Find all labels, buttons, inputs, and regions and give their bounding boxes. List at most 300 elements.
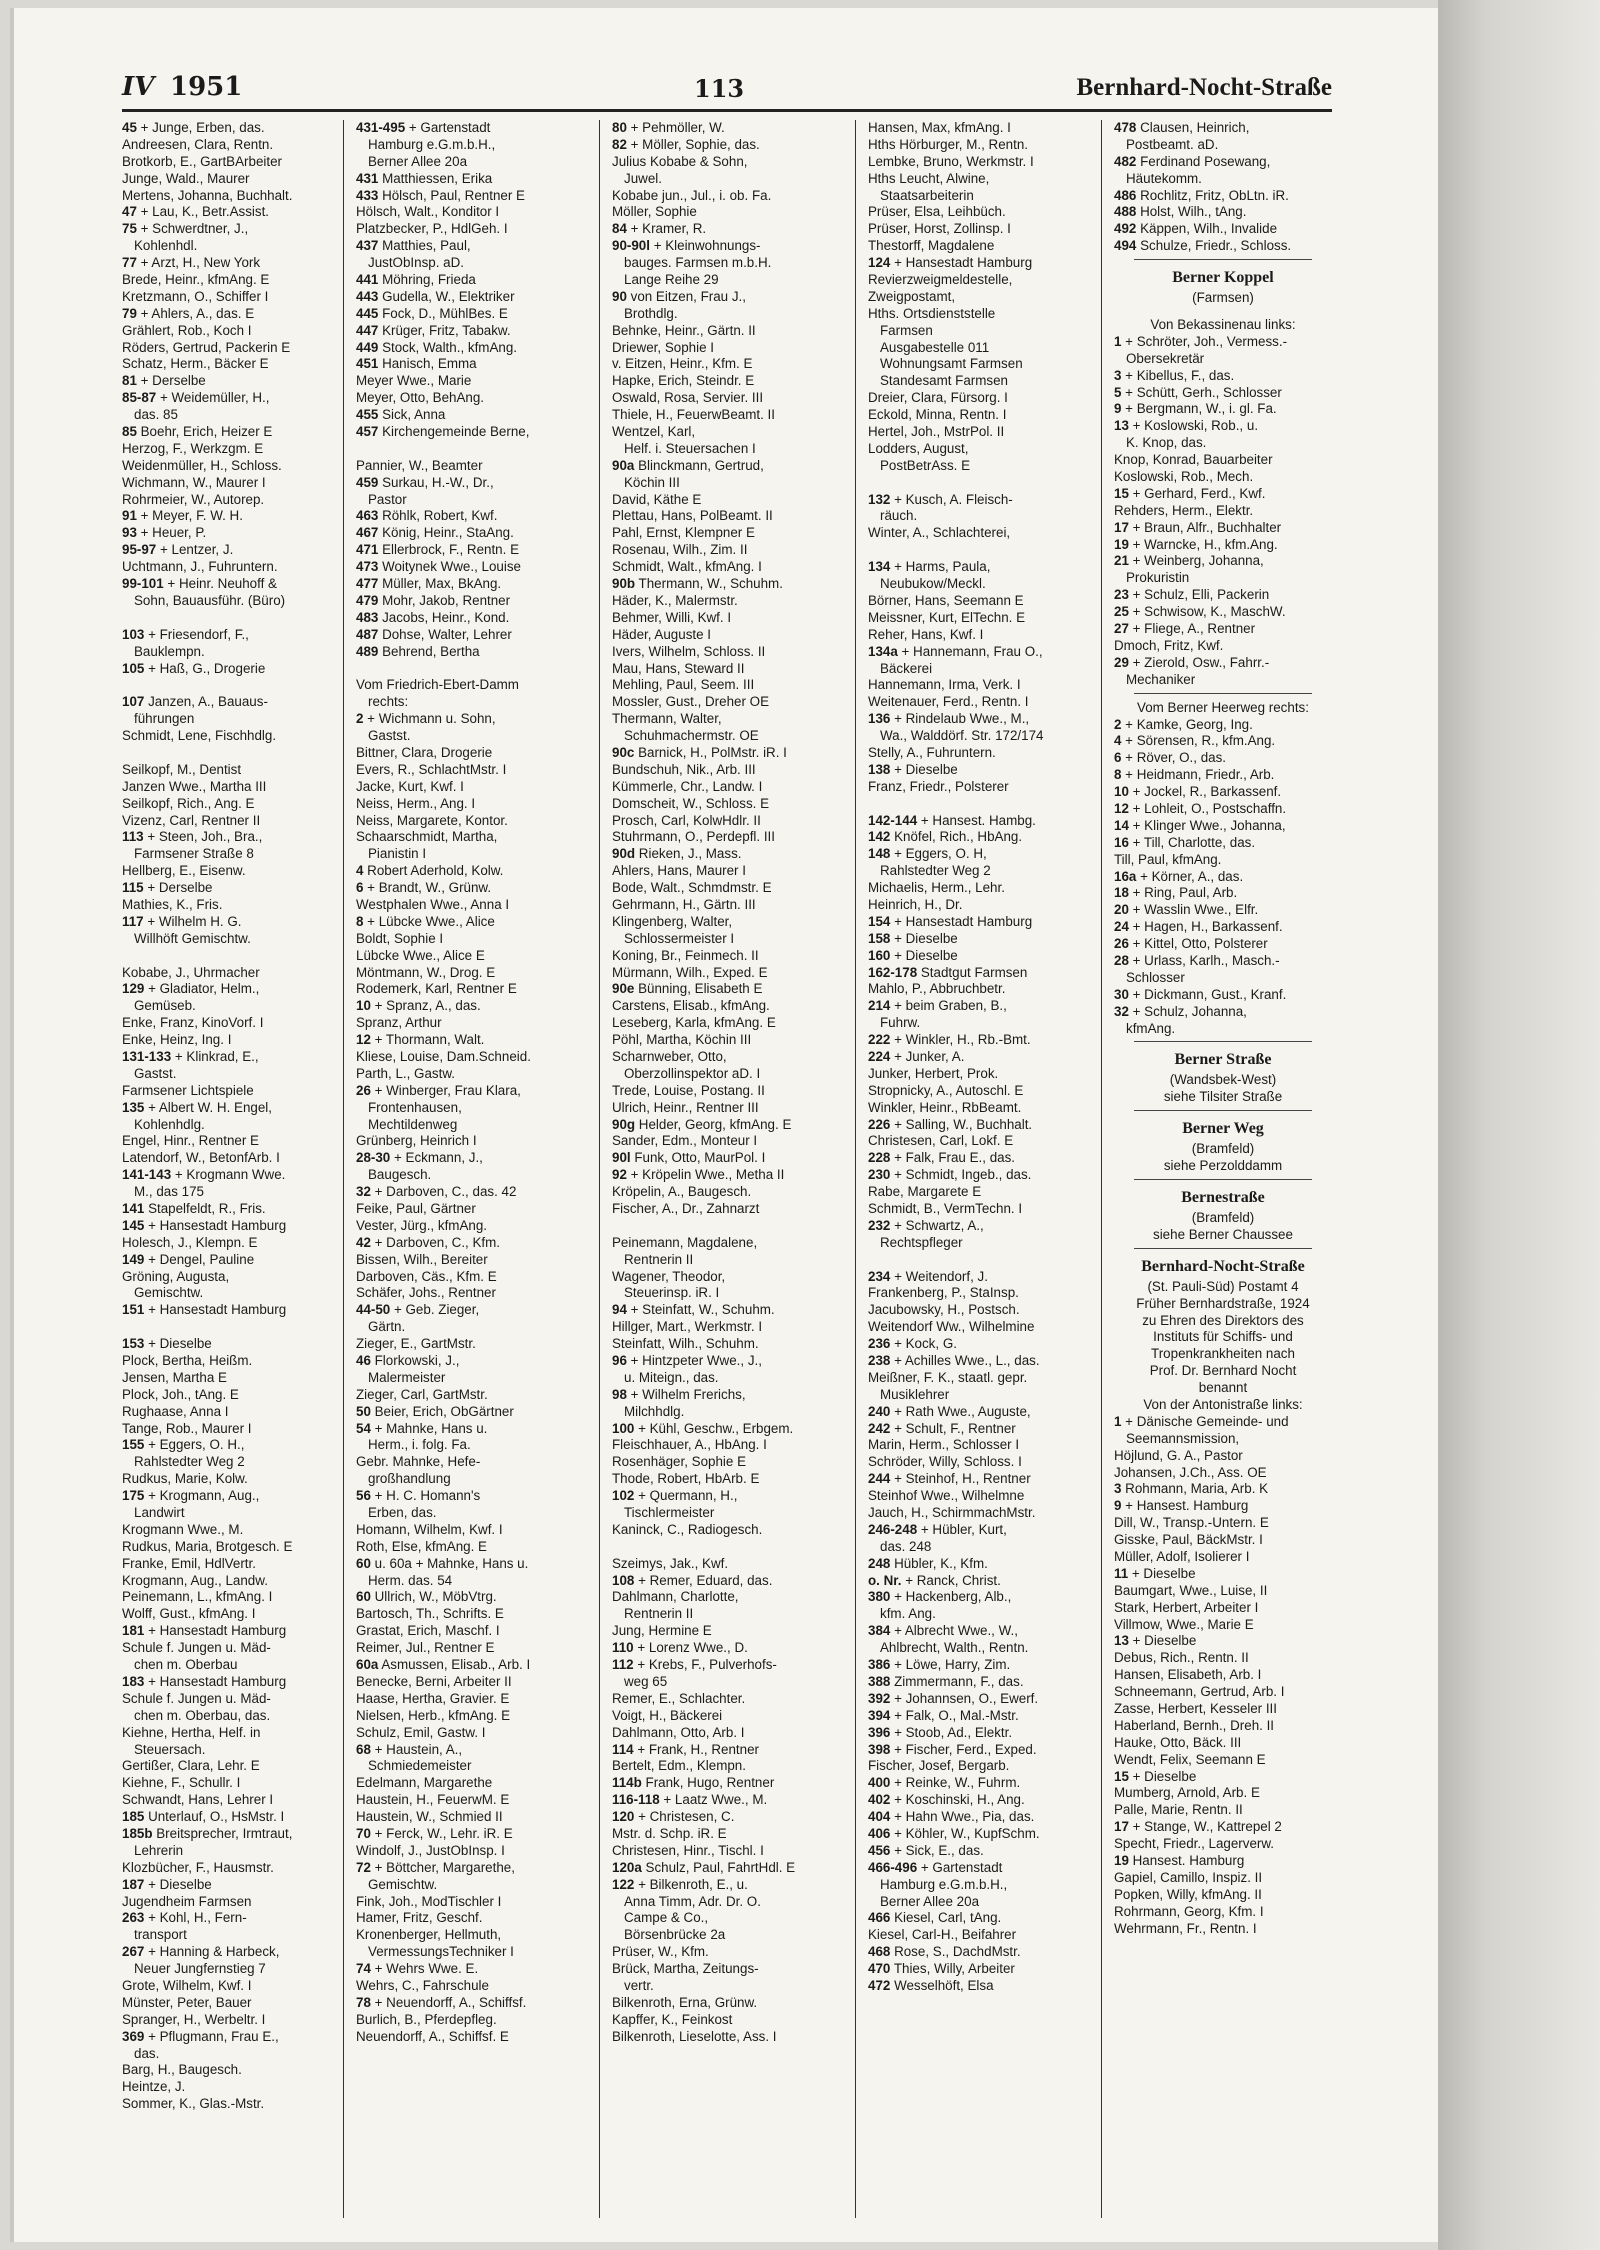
directory-entry: Schaarschmidt, Martha,: [356, 829, 498, 845]
directory-entry: Jacubowsky, H., Postsch.: [868, 1302, 1020, 1318]
directory-entry: 17 + Stange, W., Kattrepel 2: [1114, 1819, 1282, 1835]
district-berner-weg: (Bramfeld): [1191, 1141, 1255, 1157]
directory-entry: 19 Hansest. Hamburg: [1114, 1853, 1245, 1869]
directory-entry: 85 Boehr, Erich, Heizer E: [122, 424, 273, 440]
directory-entry: Wolff, Gust., kfmAng. I: [122, 1606, 256, 1622]
directory-entry: 492 Käppen, Wilh., Invalide: [1114, 221, 1278, 237]
directory-entry: o. Nr. + Ranck, Christ.: [868, 1572, 1001, 1588]
directory-entry: Ivers, Wilhelm, Schloss. II: [612, 643, 766, 659]
directory-entry: 129 + Gladiator, Helm.,: [122, 981, 260, 997]
directory-entry: 120a Schulz, Paul, FahrtHdl. E: [612, 1859, 796, 1875]
directory-entry: bauges. Farmsen m.b.H.: [624, 255, 772, 271]
directory-entry: Mertens, Johanna, Buchhalt.: [122, 187, 293, 203]
directory-entry: Grünberg, Heinrich I: [356, 1133, 477, 1149]
directory-entry: Prüser, W., Kfm.: [612, 1944, 709, 1960]
directory-entry: M., das 175: [134, 1184, 204, 1200]
directory-entry: kfmAng.: [1126, 1020, 1176, 1036]
section-title-bernhard-nocht: Bernhard-Nocht-Straße: [1141, 1257, 1305, 1275]
directory-entry: 456 + Sick, E., das.: [868, 1842, 984, 1858]
directory-entry: 90g Helder, Georg, kfmAng. E: [612, 1116, 792, 1132]
directory-entry: 141 Stapelfeldt, R., Fris.: [122, 1201, 266, 1216]
directory-entry: 6 + Röver, O., das.: [1114, 750, 1227, 766]
directory-entry: Grastat, Erich, Maschf. I: [356, 1623, 500, 1639]
directory-entry: 482 Ferdinand Posewang,: [1114, 153, 1271, 169]
directory-entry: 479 Mohr, Jakob, Rentner: [356, 592, 511, 608]
intro-bernhard-nocht: Von der Antonistraße links:: [1143, 1397, 1303, 1412]
directory-entry: 392 + Johannsen, O., Ewerf.: [868, 1690, 1039, 1706]
directory-entry: David, Käthe E: [612, 491, 702, 507]
directory-entry: Schröder, Willy, Schloss. I: [868, 1454, 1022, 1470]
directory-entry: Plock, Joh., tAng. E: [122, 1386, 239, 1402]
directory-entry: Bertelt, Edm., Klempn.: [612, 1758, 746, 1774]
directory-entry: Christesen, Hinr., Tischl. I: [612, 1842, 764, 1858]
directory-entry: Gebr. Mahnke, Hefe-: [356, 1454, 481, 1470]
directory-entry: 248 Hübler, K., Kfm.: [868, 1555, 988, 1571]
directory-entry: Rohrmeier, W., Autorep.: [122, 491, 265, 507]
directory-entry: Pahl, Ernst, Klempner E: [612, 525, 755, 541]
directory-entry: Herm., i. folg. Fa.: [368, 1437, 471, 1453]
directory-entry: 9 + Hansest. Hamburg: [1114, 1498, 1249, 1514]
directory-entry: Brede, Heinr., kfmAng. E: [122, 272, 270, 288]
directory-entry: 5 + Schütt, Gerh., Schlosser: [1114, 384, 1282, 400]
directory-entry: Plock, Bertha, Heißm.: [122, 1353, 253, 1369]
year: 1951: [170, 72, 243, 102]
column-5-top-entries: [1114, 120, 1332, 255]
directory-entry: Prokuristin: [1126, 570, 1190, 586]
directory-entry: 90b Thermann, W., Schuhm.: [612, 576, 783, 592]
running-street-title: Bernhard-Nocht-Straße: [1076, 74, 1332, 101]
directory-entry: Lehrerin: [134, 1842, 184, 1858]
directory-entry: Ulrich, Heinr., Rentner III: [612, 1099, 759, 1115]
directory-entry: 488 Holst, Wilh., tAng.: [1114, 204, 1247, 220]
section-divider: [1134, 1248, 1312, 1249]
directory-entry: Dill, W., Transp.-Untern. E: [1114, 1515, 1269, 1531]
directory-entry: Till, Paul, kfmAng.: [1114, 851, 1222, 867]
directory-entry: 94 + Steinfatt, W., Schuhm.: [612, 1302, 775, 1318]
directory-entry: Kröpelin, A., Baugesch.: [612, 1184, 752, 1200]
directory-entry: Rosenau, Wilh., Zim. II: [612, 542, 748, 558]
directory-entry: Tange, Rob., Maurer I: [122, 1420, 252, 1436]
directory-entry: 54 + Mahnke, Hans u.: [356, 1420, 488, 1436]
bernhard-nocht-entries: [1114, 1414, 1332, 1938]
directory-entry: Börner, Hans, Seemann E: [868, 592, 1024, 608]
directory-entry: Rughaase, Anna I: [122, 1403, 229, 1419]
directory-entry: 93 + Heuer, P.: [122, 525, 207, 541]
directory-entry: Platzbecker, P., HdlGeh. I: [356, 221, 508, 237]
directory-entry: 466-496 + Gartenstadt: [868, 1859, 1003, 1875]
directory-entry: Gröning, Augusta,: [122, 1268, 230, 1284]
directory-entry: Marin, Herm., Schlosser I: [868, 1437, 1020, 1453]
directory-entry: Müller, Adolf, Isolierer I: [1114, 1549, 1250, 1565]
directory-entry: Hauke, Otto, Bäck. III: [1114, 1734, 1242, 1750]
directory-entry: Behmer, Willi, Kwf. I: [612, 609, 732, 625]
directory-entry: Behnke, Heinr., Gärtn. II: [612, 322, 756, 338]
directory-entry: Zasse, Herbert, Kesseler III: [1114, 1701, 1277, 1717]
directory-entry: Pöhl, Martha, Köchin III: [612, 1032, 752, 1048]
directory-entry: 92 + Kröpelin Wwe., Metha II: [612, 1167, 785, 1183]
directory-entry: 60a Asmussen, Elisab., Arb. I: [356, 1657, 531, 1673]
directory-entry: Fleischhauer, A., HbAng. I: [612, 1437, 767, 1453]
section-divider: [1134, 693, 1312, 694]
directory-entry: 142 Knöfel, Rich., HbAng.: [868, 829, 1023, 845]
directory-entry: Thiele, H., FeuerwBeamt. II: [612, 407, 775, 423]
directory-entry: Schule f. Jungen u. Mäd-: [122, 1640, 271, 1656]
directory-entry: 16a + Körner, A., das.: [1114, 868, 1244, 884]
directory-entry: Jung, Hermine E: [612, 1623, 712, 1639]
directory-entry: Obersekretär: [1126, 350, 1205, 366]
directory-entry: 85-87 + Weidemüller, H.,: [122, 390, 270, 406]
directory-entry: 122 + Bilkenroth, E., u.: [612, 1876, 748, 1892]
directory-entry: benannt: [1198, 1380, 1248, 1396]
directory-entry: Frontenhausen,: [368, 1099, 462, 1115]
directory-entry: 79 + Ahlers, A., das. E: [122, 305, 255, 321]
directory-entry: Mau, Hans, Steward II: [612, 660, 745, 676]
directory-entry: 1 + Schröter, Joh., Vermess.-: [1114, 333, 1288, 349]
directory-entry: 154 + Hansestadt Hamburg: [868, 913, 1033, 929]
directory-entry: 8 + Lübcke Wwe., Alice: [356, 913, 495, 929]
directory-entry: 4 + Sörensen, R., kfm.Ang.: [1114, 733, 1276, 749]
section-title-bernestrasse: Bernestraße: [1181, 1188, 1265, 1206]
directory-entry: 10 + Spranz, A., das.: [356, 998, 481, 1014]
directory-entry: Lembke, Bruno, Werkmstr. I: [868, 153, 1034, 169]
directory-entry: Kobabe jun., Jul., i. ob. Fa.: [612, 187, 772, 203]
directory-entry: Campe & Co.,: [624, 1910, 709, 1926]
directory-entry: 23 + Schulz, Elli, Packerin: [1114, 587, 1270, 603]
directory-entry: Knop, Konrad, Bauarbeiter: [1114, 452, 1273, 468]
directory-entry: 131-133 + Klinkrad, E.,: [122, 1048, 259, 1064]
book-binding: [1438, 0, 1600, 2250]
directory-entry: Leseberg, Karla, kfmAng. E: [612, 1015, 776, 1031]
directory-entry: Bilkenroth, Lieselotte, Ass. I: [612, 2028, 777, 2044]
directory-entry: rechts:: [368, 694, 409, 710]
directory-entry: [612, 1218, 855, 1235]
directory-entry: 80 + Pehmöller, W.: [612, 120, 725, 135]
directory-entry: Gapiel, Camillo, Inspiz. II: [1114, 1869, 1263, 1885]
directory-entry: Häder, Auguste I: [612, 626, 712, 642]
directory-entry: Holesch, J., Klempn. E: [122, 1234, 258, 1250]
directory-entry: Neiss, Herm., Ang. I: [356, 795, 476, 811]
directory-entry: Prosch, Carl, KolwHdlr. II: [612, 812, 761, 828]
directory-entry: 162-178 Stadtgut Farmsen: [868, 964, 1028, 980]
directory-entry: Seemannsmission,: [1126, 1430, 1240, 1446]
directory-entry: Vester, Jürg., kfmAng.: [356, 1217, 487, 1233]
directory-entry: Schmiedemeister: [368, 1758, 472, 1774]
directory-entry: Baumgart, Wwe., Luise, II: [1114, 1582, 1268, 1598]
directory-entry: zu Ehren des Direktors des: [1142, 1312, 1304, 1328]
directory-entry: 82 + Möller, Sophie, das.: [612, 136, 760, 152]
directory-entry: Enke, Heinz, Ing. I: [122, 1032, 232, 1048]
directory-entry: 24 + Hagen, H., Barkassenf.: [1114, 919, 1283, 935]
directory-entry: 56 + H. C. Homann's: [356, 1488, 481, 1504]
directory-entry: 443 Gudella, W., Elektriker: [356, 288, 515, 304]
column-5: [1108, 120, 1332, 2218]
directory-entry: Westphalen Wwe., Anna I: [356, 896, 510, 912]
directory-entry: Mürmann, Wilh., Exped. E: [612, 964, 768, 980]
column-3: [606, 120, 856, 2218]
directory-entry: Rohrmann, Georg, Kfm. I: [1114, 1903, 1264, 1919]
directory-entry: 145 + Hansestadt Hamburg: [122, 1217, 287, 1233]
directory-entry: Dreier, Clara, Fürsorg. I: [868, 390, 1008, 406]
directory-entry: [868, 542, 1101, 559]
directory-entry: Hertel, Joh., MstrPol. II: [868, 424, 1005, 440]
directory-entry: JustObInsp. aD.: [368, 255, 465, 271]
directory-entry: Willhöft Gemischtw.: [134, 930, 251, 946]
directory-entry: Zieger, Carl, GartMstr.: [356, 1386, 488, 1402]
directory-entry: Steinfatt, Wilh., Schuhm.: [612, 1336, 759, 1352]
directory-entry: VermessungsTechniker I: [368, 1944, 514, 1960]
directory-entry: 50 Beier, Erich, ObGärtner: [356, 1403, 514, 1419]
directory-entry: Winter, A., Schlachterei,: [868, 525, 1011, 541]
directory-entry: Rudkus, Marie, Kolw.: [122, 1471, 248, 1487]
directory-entry: Schatz, Herm., Bäcker E: [122, 356, 269, 372]
directory-entry: 90l Funk, Otto, MaurPol. I: [612, 1150, 766, 1166]
directory-entry: Vizenz, Carl, Rentner II: [122, 812, 261, 828]
directory-entry: großhandlung: [368, 1471, 451, 1487]
directory-entry: Schmidt, B., VermTechn. I: [868, 1201, 1023, 1216]
directory-entry: 134a + Hannemann, Frau O.,: [868, 643, 1043, 659]
directory-entry: Höjlund, G. A., Pastor: [1114, 1447, 1243, 1463]
directory-entry: das. 85: [134, 407, 178, 423]
directory-entry: Bittner, Clara, Drogerie: [356, 744, 493, 760]
directory-entry: 75 + Schwerdtner, J.,: [122, 221, 249, 237]
directory-entry: Meyer, Otto, BehAng.: [356, 390, 485, 406]
section-divider: [1134, 1041, 1312, 1042]
directory-entry: Hths Hörburger, M., Rentn.: [868, 136, 1029, 152]
directory-entry: Häutekomm.: [1126, 170, 1202, 186]
directory-entry: Bauklempn.: [134, 643, 205, 659]
directory-entry: Musiklehrer: [880, 1386, 950, 1402]
directory-entry: 478 Clausen, Heinrich,: [1114, 120, 1250, 135]
directory-entry: Sommer, K., Glas.-Mstr.: [122, 2096, 265, 2112]
directory-entry: 459 Surkau, H.-W., Dr.,: [356, 474, 494, 490]
directory-entry: 9 + Bergmann, W., i. gl. Fa.: [1114, 401, 1277, 417]
directory-entry: Jauch, H., SchirmmachMstr.: [868, 1505, 1036, 1521]
directory-entry: Haustein, W., Schmied II: [356, 1809, 503, 1825]
directory-entry: Oberzollinspektor aD. I: [624, 1065, 761, 1081]
directory-entry: 32 + Schulz, Johanna,: [1114, 1003, 1247, 1019]
directory-entry: Weitendorf Ww., Wilhelmine: [868, 1319, 1035, 1335]
directory-entry: transport: [134, 1927, 187, 1943]
directory-entry: Weitenauer, Ferd., Rentn. I: [868, 694, 1029, 710]
directory-entry: 226 + Salling, W., Buchhalt.: [868, 1116, 1033, 1132]
directory-entry: Gemischtw.: [134, 1285, 204, 1301]
directory-entry: 32 + Darboven, C., das. 42: [356, 1184, 517, 1200]
directory-entry: 148 + Eggers, O. H,: [868, 846, 987, 862]
directory-entry: 114b Frank, Hugo, Rentner: [612, 1775, 775, 1791]
directory-entry: Dahlmann, Charlotte,: [612, 1589, 739, 1605]
directory-entry: Farmsener Straße 8: [134, 846, 254, 862]
directory-entry: Schule f. Jungen u. Mäd-: [122, 1690, 271, 1706]
directory-entry: Andreesen, Clara, Rentn.: [122, 136, 274, 152]
directory-entry: 90-90l + Kleinwohnungs-: [612, 238, 761, 254]
directory-entry: 29 + Zierold, Osw., Fahrr.-: [1114, 654, 1270, 670]
directory-entry: 100 + Kühl, Geschw., Erbgem.: [612, 1420, 794, 1436]
directory-entry: Meissner, Kurt, ElTechn. E: [868, 609, 1026, 625]
directory-entry: 138 + Dieselbe: [868, 761, 958, 777]
directory-entry: 15 + Gerhard, Ferd., Kwf.: [1114, 485, 1266, 501]
directory-entry: 457 Kirchengemeinde Berne,: [356, 424, 530, 440]
directory-entry: Kronenberger, Hellmuth,: [356, 1927, 502, 1943]
directory-entry: Franz, Friedr., Polsterer: [868, 778, 1009, 794]
directory-entry: [868, 1252, 1101, 1269]
column-4: [862, 120, 1102, 2218]
directory-entry: [122, 610, 343, 627]
directory-entry: 90d Rieken, J., Mass.: [612, 846, 742, 862]
section-divider: [1134, 259, 1312, 260]
directory-entry: 4 Robert Aderhold, Kolw.: [356, 863, 504, 879]
directory-entry: Edelmann, Margarethe: [356, 1775, 493, 1791]
directory-entry: 90e Bünning, Elisabeth E: [612, 981, 763, 997]
directory-entry: 222 + Winkler, H., Rb.-Bmt.: [868, 1032, 1031, 1048]
directory-entry: 477 Müller, Max, BkAng.: [356, 576, 502, 592]
directory-entry: 437 Matthies, Paul,: [356, 238, 471, 254]
directory-entry: [868, 475, 1101, 492]
directory-entry: Zieger, E., GartMstr.: [356, 1336, 476, 1352]
directory-entry: Neuer Jungfernstieg 7: [134, 1961, 266, 1977]
directory-entry: 28 + Urlass, Karlh., Masch.-: [1114, 952, 1280, 968]
directory-entry: Neubukow/Meckl.: [880, 576, 986, 592]
directory-entry: 10 + Jockel, R., Barkassenf.: [1114, 784, 1282, 800]
column-1: [122, 120, 344, 2218]
directory-entry: Mehling, Paul, Seem. III: [612, 677, 755, 693]
directory-entry: Stuhrmann, O., Perdepfl. III: [612, 829, 775, 845]
directory-entry: 132 + Kusch, A. Fleisch-: [868, 491, 1013, 507]
directory-entry: Bäckerei: [880, 660, 933, 676]
directory-entry: Hamburg e.G.m.b.H.,: [880, 1876, 1008, 1892]
directory-entry: 406 + Köhler, W., KupfSchm.: [868, 1825, 1040, 1841]
directory-entry: Specht, Friedr., Lagerverw.: [1114, 1836, 1275, 1852]
directory-entry: Rudkus, Maria, Brotgesch. E: [122, 1538, 293, 1554]
directory-entry: 78 + Neuendorff, A., Schiffsf.: [356, 1994, 527, 2010]
directory-entry: Gisske, Paul, BäckMstr. I: [1114, 1532, 1263, 1548]
directory-entry: 77 + Arzt, H., New York: [122, 255, 261, 271]
directory-entry: Hellberg, E., Eisenw.: [122, 863, 246, 879]
directory-entry: 396 + Stoob, Ad., Elektr.: [868, 1724, 1013, 1740]
directory-entry: Tischlermeister: [624, 1505, 715, 1521]
directory-entry: 112 + Krebs, F., Pulverhofs-: [612, 1657, 777, 1673]
directory-entry: 431 Matthiessen, Erika: [356, 170, 493, 186]
directory-entry: 386 + Löwe, Harry, Zim.: [868, 1657, 1011, 1673]
directory-entry: 234 + Weitendorf, J.: [868, 1268, 988, 1284]
directory-entry: Hölsch, Walt., Konditor I: [356, 204, 500, 220]
directory-entry: 155 + Eggers, O. H.,: [122, 1437, 245, 1453]
directory-entry: 103 + Friesendorf, F.,: [122, 626, 249, 642]
directory-entry: 455 Sick, Anna: [356, 407, 446, 423]
directory-entry: Börsenbrücke 2a: [624, 1927, 726, 1943]
directory-entry: Lodders, August,: [868, 440, 969, 456]
directory-entry: 60 u. 60a + Mahnke, Hans u.: [356, 1555, 529, 1571]
directory-entry: 486 Rochlitz, Fritz, ObLtn. iR.: [1114, 187, 1289, 203]
directory-entry: Anna Timm, Adr. Dr. O.: [624, 1893, 761, 1909]
directory-entry: 451 Hanisch, Emma: [356, 356, 477, 372]
directory-entry: Hths Leucht, Alwine,: [868, 170, 990, 186]
directory-entry: 230 + Schmidt, Ingeb., das.: [868, 1167, 1032, 1183]
directory-entry: Bundschuh, Nik., Arb. III: [612, 761, 756, 777]
directory-entry: Windolf, J., JustObInsp. I: [356, 1842, 505, 1858]
directory-entry: Popken, Willy, kfmAng. II: [1114, 1886, 1262, 1902]
directory-entry: Thestorff, Magdalene: [868, 238, 995, 254]
directory-entry: Reimer, Jul., Rentner E: [356, 1640, 495, 1656]
directory-entry: Herzog, F., Werkzgm. E: [122, 440, 264, 456]
directory-entry: 108 + Remer, Eduard, das.: [612, 1572, 773, 1588]
district-bernestrasse: (Bramfeld): [1191, 1209, 1255, 1225]
directory-entry: 185b Breitsprecher, Irmtraut,: [122, 1825, 293, 1841]
directory-entry: 21 + Weinberg, Johanna,: [1114, 553, 1264, 569]
directory-entry: 3 + Kibellus, F., das.: [1114, 367, 1235, 383]
directory-entry: Haustein, H., FeuerwM. E: [356, 1792, 510, 1808]
directory-entry: [122, 1319, 343, 1336]
directory-entry: Dahlmann, Otto, Arb. I: [612, 1724, 745, 1740]
directory-entry: Haberland, Bernh., Dreh. II: [1114, 1717, 1275, 1733]
directory-entry: Lange Reihe 29: [624, 272, 719, 288]
directory-entry: Klozbücher, F., Hausmstr.: [122, 1859, 274, 1875]
directory-entry: Erben, das.: [368, 1505, 437, 1521]
directory-entry: Tropenkrankheiten nach: [1151, 1346, 1295, 1362]
directory-entry: 113 + Steen, Joh., Bra.,: [122, 829, 263, 845]
directory-entry: Driewer, Sophie I: [612, 339, 714, 355]
directory-entry: 117 + Wilhelm H. G.: [122, 913, 242, 929]
directory-entry: Schwandt, Hans, Lehrer I: [122, 1792, 274, 1808]
directory-entry: 388 Zimmermann, F., das.: [868, 1673, 1024, 1689]
directory-entry: 160 + Dieselbe: [868, 947, 958, 963]
directory-entry: 244 + Steinhof, H., Rentner: [868, 1471, 1031, 1487]
directory-entry: Debus, Rich., Rentn. II: [1114, 1650, 1249, 1666]
bernhard-nocht-history-note: [1114, 1296, 1332, 1397]
directory-entry: Scharnweber, Otto,: [612, 1048, 727, 1064]
directory-entry: Peinemann, Magdalene,: [612, 1234, 758, 1250]
directory-entry: Szeimys, Jak., Kwf.: [612, 1555, 729, 1571]
directory-entry: 14 + Klinger Wwe., Johanna,: [1114, 817, 1286, 833]
column-2: [350, 120, 600, 2218]
directory-entry: 240 + Rath Wwe., Auguste,: [868, 1403, 1031, 1419]
directory-entry: weg 65: [624, 1673, 668, 1689]
directory-entry: Nielsen, Herb., kfmAng. E: [356, 1707, 511, 1723]
directory-entry: 42 + Darboven, C., Kfm.: [356, 1234, 501, 1250]
directory-entry: 81 + Derselbe: [122, 373, 206, 389]
directory-entry: Gastst.: [134, 1065, 177, 1081]
directory-entry: [356, 661, 599, 678]
directory-entry: Rodemerk, Karl, Rentner E: [356, 981, 517, 997]
directory-entry: Weidenmüller, H., Schloss.: [122, 457, 282, 473]
directory-entry: Dmoch, Fritz, Kwf.: [1114, 637, 1224, 653]
directory-entry: 466 Kiesel, Carl, tAng.: [868, 1910, 1002, 1926]
directory-entry: 90 von Eitzen, Frau J.,: [612, 288, 746, 304]
directory-entry: 158 + Dieselbe: [868, 930, 958, 946]
directory-entry: Fischer, Josef, Bergarb.: [868, 1758, 1010, 1774]
directory-entry: 107 Janzen, A., Bauaus-: [122, 694, 268, 710]
directory-entry: Malermeister: [368, 1369, 446, 1385]
directory-entry: 267 + Hanning & Harbeck,: [122, 1944, 280, 1960]
directory-entry: Christesen, Carl, Lokf. E: [868, 1133, 1014, 1149]
directory-entry: Homann, Wilhelm, Kwf. I: [356, 1521, 503, 1537]
directory-entry: Postbeamt. aD.: [1126, 136, 1219, 152]
directory-entry: Feike, Paul, Gärtner: [356, 1201, 476, 1216]
directory-entry: Haase, Hertha, Gravier. E: [356, 1690, 510, 1706]
directory-entry: Wa., Walddörf. Str. 172/174: [880, 728, 1044, 744]
directory-entry: Junker, Herbert, Prok.: [868, 1065, 999, 1081]
directory-entry: Schlosser: [1126, 969, 1185, 985]
district-berner-koppel: (Farmsen): [1192, 290, 1254, 306]
directory-entry: Hapke, Erich, Steindr. E: [612, 373, 755, 389]
directory-entry: Möller, Sophie: [612, 204, 697, 220]
directory-entry: 369 + Pflugmann, Frau E.,: [122, 2028, 279, 2044]
directory-entry: Roth, Else, kfmAng. E: [356, 1538, 487, 1554]
directory-entry: 15 + Dieselbe: [1114, 1768, 1197, 1784]
directory-entry: Steuerinsp. iR. I: [624, 1285, 720, 1301]
directory-entry: 153 + Dieselbe: [122, 1336, 212, 1352]
directory-entry: Rehders, Herm., Elektr.: [1114, 502, 1254, 518]
directory-entry: Ahlbrecht, Walth., Rentn.: [880, 1640, 1029, 1656]
